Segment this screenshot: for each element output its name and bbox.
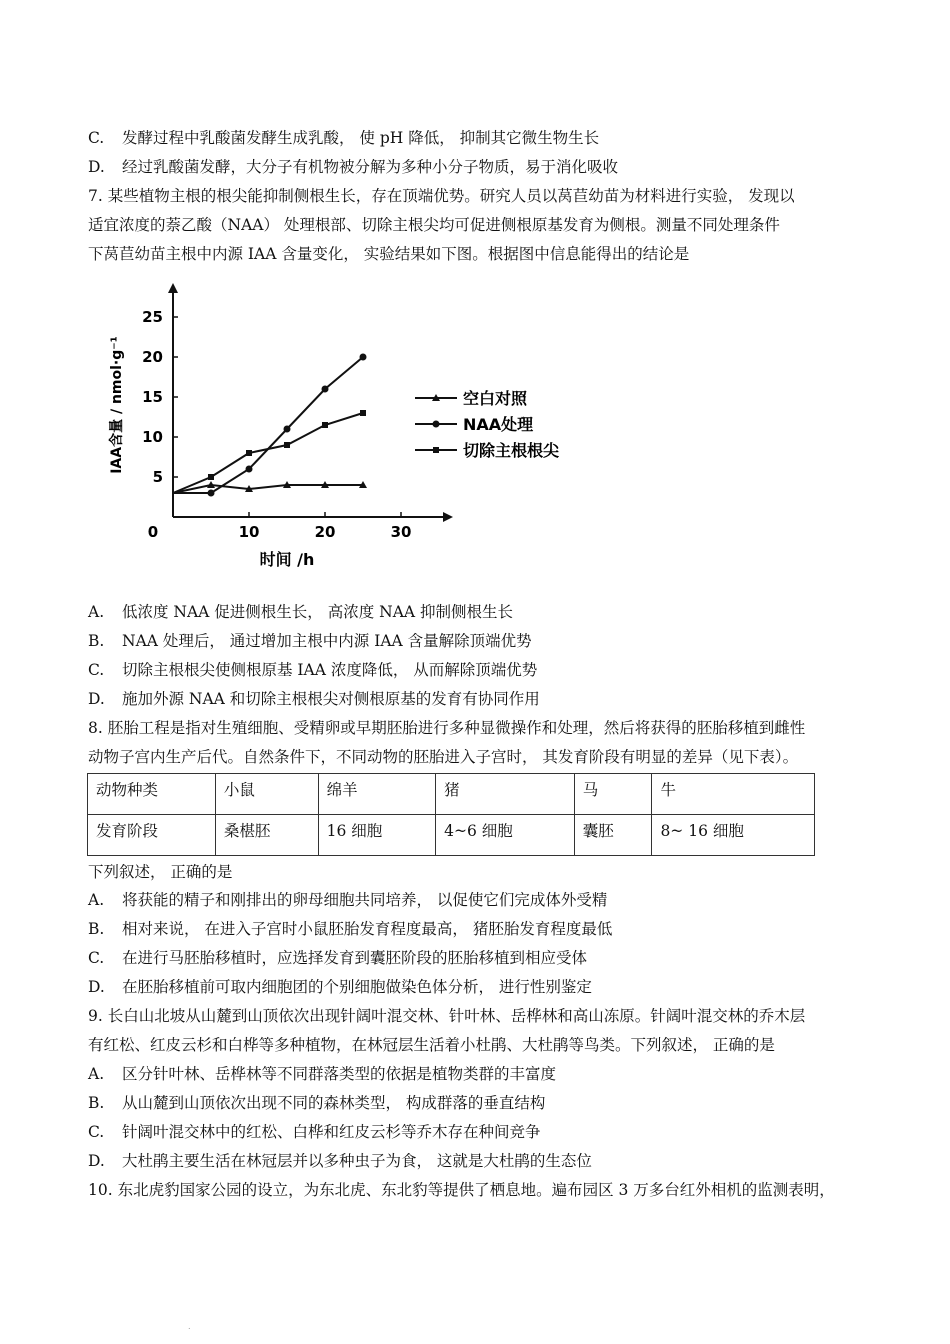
table-cell: 桑椹胚 [215, 815, 318, 856]
q7-stem-line: 7. 某些植物主根的根尖能抑制侧根生长，存在顶端优势。研究人员以莴苣幼苗为材料进行实验， 发现以 [88, 187, 795, 205]
option-text: 低浓度 NAA 促进侧根生长， 高浓度 NAA 抑制侧根生长 [122, 603, 514, 621]
series-line [173, 357, 363, 493]
q8-option-c [88, 948, 587, 968]
q9-option-a [88, 1064, 556, 1084]
q9-stem-line: 9. 长白山北坡从山麓到山顶依次出现针阔叶混交林、针叶林、岳桦林和高山冻原。针阔叶混交林的乔木层 [88, 1007, 806, 1025]
table-row [88, 815, 815, 856]
development-stage-table [87, 773, 815, 856]
option-letter: B. [88, 632, 105, 650]
option-letter: B. [88, 1094, 105, 1112]
q7-option-c [88, 660, 537, 680]
x-tick-label: 20 [314, 523, 336, 541]
option-letter: D. [88, 1152, 105, 1170]
data-point [322, 386, 329, 393]
q9-stem-line: 有红松、红皮云杉和白桦等多种植物，在林冠层生活着小杜鹃、大杜鹃等鸟类。下列叙述， 正确的是 [88, 1036, 775, 1054]
q9-option-b [88, 1093, 545, 1113]
option-text: 大杜鹃主要生活在林冠层并以多种虫子为食， 这就是大杜鹃的生态位 [122, 1152, 592, 1170]
option-letter: A. [88, 891, 105, 909]
q8-option-d [88, 977, 592, 997]
option-text: 将获能的精子和刚排出的卵母细胞共同培养， 以促使它们完成体外受精 [122, 891, 608, 909]
data-point [246, 466, 253, 473]
table-cell: 4~6 细胞 [436, 815, 575, 856]
x-tick-label: 30 [390, 523, 412, 541]
data-point [322, 422, 328, 428]
data-point [360, 410, 366, 416]
y-axis-arrow [168, 283, 178, 293]
q7-option-b [88, 631, 532, 651]
option-text: 发酵过程中乳酸菌发酵生成乳酸， 使 pH 降低， 抑制其它微生物生长 [122, 129, 600, 147]
data-point [208, 474, 214, 480]
x-tick-label: 0 [147, 523, 159, 541]
data-point [284, 442, 290, 448]
option-text: 切除主根根尖使侧根原基 IAA 浓度降低， 从而解除顶端优势 [122, 661, 538, 679]
option-letter: D. [88, 978, 105, 996]
y-tick-label: 10 [142, 428, 163, 446]
legend-label: NAA处理 [463, 415, 534, 434]
q7-option-a [88, 602, 513, 622]
data-point [208, 490, 215, 497]
option-text: 针阔叶混交林中的红松、白桦和红皮云杉等乔木存在种间竞争 [122, 1123, 541, 1141]
y-tick-label: 20 [142, 348, 163, 366]
y-axis-label: IAA含量 / nmol·g⁻¹ [109, 336, 125, 474]
table-cell: 牛 [652, 774, 815, 815]
option-letter: A. [88, 1065, 105, 1083]
q8-option-b [88, 919, 612, 939]
legend-label: 切除主根根尖 [463, 441, 560, 460]
q8-option-a [88, 890, 607, 910]
option-letter: A. [88, 603, 105, 621]
q9-option-c [88, 1122, 541, 1142]
option-letter: C. [88, 1123, 105, 1141]
option-letter: D. [88, 158, 105, 176]
table-cell: 16 细胞 [318, 815, 436, 856]
q8-stem-line: 8. 胚胎工程是指对生殖细胞、受精卵或早期胚胎进行多种显微操作和处理，然后将获得的胚胎移植到雌性 [88, 719, 806, 737]
option-text: 在进行马胚胎移植时，应选择发育到囊胚阶段的胚胎移植到相应受体 [122, 949, 588, 967]
q8-stem-line: 动物子宫内生产后代。自然条件下，不同动物的胚胎进入子宫时， 其发育阶段有明显的差异（见下表）。 [88, 748, 799, 766]
table-cell: 动物种类 [88, 774, 216, 815]
table-cell: 马 [574, 774, 652, 815]
footer-mark: . [188, 1322, 191, 1331]
legend-label: 空白对照 [463, 389, 528, 408]
option-text: NAA 处理后， 通过增加主根中内源 IAA 含量解除顶端优势 [122, 632, 532, 650]
x-axis-label: 时间 /h [259, 550, 315, 569]
table-cell: 绵羊 [318, 774, 436, 815]
table-cell: 8~ 16 细胞 [652, 815, 815, 856]
option-text: 区分针叶林、岳桦林等不同群落类型的依据是植物类群的丰富度 [122, 1065, 557, 1083]
q7-option-d [88, 689, 540, 709]
table-row [88, 774, 815, 815]
option-letter: D. [88, 690, 105, 708]
q9-option-d [88, 1151, 592, 1171]
option-letter: C. [88, 661, 105, 679]
data-point [360, 354, 367, 361]
q10-stem-line: 10. 东北虎豹国家公园的设立，为东北虎、东北豹等提供了栖息地。遍布园区 3 万多台红外相机的监测表明， [88, 1181, 835, 1199]
option-text: 从山麓到山顶依次出现不同的森林类型， 构成群落的垂直结构 [122, 1094, 546, 1112]
option-letter: B. [88, 920, 105, 938]
x-tick-label: 10 [238, 523, 260, 541]
option-letter: C. [88, 949, 105, 967]
iaa-line-chart [95, 280, 595, 580]
series-line [173, 485, 363, 493]
data-point [246, 450, 252, 456]
option-text: 在胚胎移植前可取内细胞团的个别细胞做染色体分析， 进行性别鉴定 [122, 978, 592, 996]
q7-stem-line: 下莴苣幼苗主根中内源 IAA 含量变化， 实验结果如下图。根据图中信息能得出的结论是 [88, 245, 690, 263]
option-text: 相对来说， 在进入子宫时小鼠胚胎发育程度最高， 猪胚胎发育程度最低 [122, 920, 613, 938]
y-tick-label: 25 [142, 308, 163, 326]
option-text: 施加外源 NAA 和切除主根根尖对侧根原基的发育有协同作用 [122, 690, 540, 708]
option-text: 经过乳酸菌发酵，大分子有机物被分解为多种小分子物质，易于消化吸收 [122, 158, 619, 176]
table-cell: 猪 [436, 774, 575, 815]
series-line [173, 413, 363, 493]
y-tick-label: 5 [152, 468, 163, 486]
q6-option-c [88, 128, 599, 148]
q6-option-d [88, 157, 618, 177]
table-cell: 发育阶段 [88, 815, 216, 856]
y-tick-label: 15 [142, 388, 163, 406]
x-axis-arrow [443, 512, 453, 522]
q7-stem-line: 适宜浓度的萘乙酸（NAA） 处理根部、切除主根尖均可促进侧根原基发育为侧根。测量不同处理条件 [88, 216, 780, 234]
legend-marker [433, 421, 440, 428]
option-letter: C. [88, 129, 105, 147]
table-cell: 囊胚 [574, 815, 652, 856]
legend-marker [433, 447, 439, 453]
data-point [284, 426, 291, 433]
q8-prompt: 下列叙述， 正确的是 [88, 863, 233, 881]
table-cell: 小鼠 [215, 774, 318, 815]
